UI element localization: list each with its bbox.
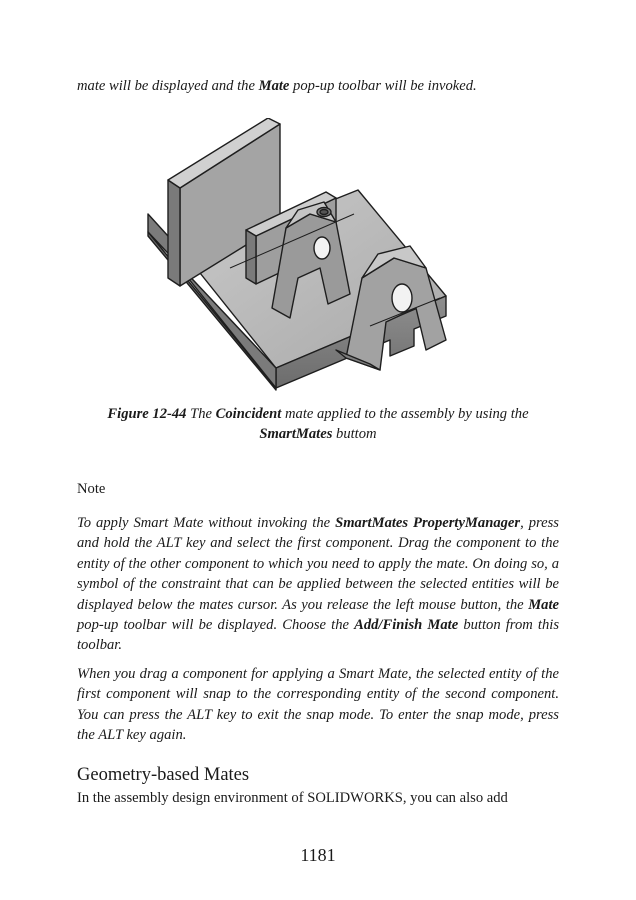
page-number: 1181 [300,845,336,865]
body-paragraph: In the assembly design environment of SOLIDWORKS, you can also add [77,790,508,806]
bold-term: SmartMates PropertyManager [335,515,521,531]
bold-term: Add/Finish Mate [354,617,459,634]
assembly-figure [140,118,490,398]
text-segment: pop-up toolbar will be invoked. [289,78,477,94]
note-label: Note [77,481,106,497]
figure-label: Figure 12-44 [107,406,187,422]
bold-term: Mate [258,78,290,94]
back-wall-side [168,180,180,286]
text-segment: To apply Smart Mate without invoking the [77,515,336,531]
note-paragraph-1 [77,513,559,656]
bold-term: Coincident [215,406,282,422]
section-heading: Geometry-based Mates [77,765,250,785]
text-segment: , press and hold the ALT key and select the first component. Drag the component to the entity of the other component to which you need to apply the mate. On doing so, a symbol of the constraint that can be applied between the selected entities will be displayed below the mates cursor. As you release the left mouse button, the [77,515,559,613]
text-segment: mate applied to the assembly by using the [281,406,529,422]
text-segment: The [186,406,216,422]
text-segment: buttom [332,426,377,442]
text-segment: pop-up toolbar will be displayed. Choose the [77,617,355,634]
bold-term: Mate [528,596,559,613]
text-segment: button from this toolbar. [77,617,559,654]
figure-caption [60,404,576,444]
text-segment: mate will be displayed and the [77,78,259,94]
continuation-line [77,78,559,95]
note-paragraph-2: When you drag a component for applying a Smart Mate, the selected entity of the first component will snap to the corresponding entity of the second component. You can press the ALT key to exit the snap mode. To enter the snap mode, press the ALT key again. [77,666,559,744]
bold-term: SmartMates [259,426,333,442]
